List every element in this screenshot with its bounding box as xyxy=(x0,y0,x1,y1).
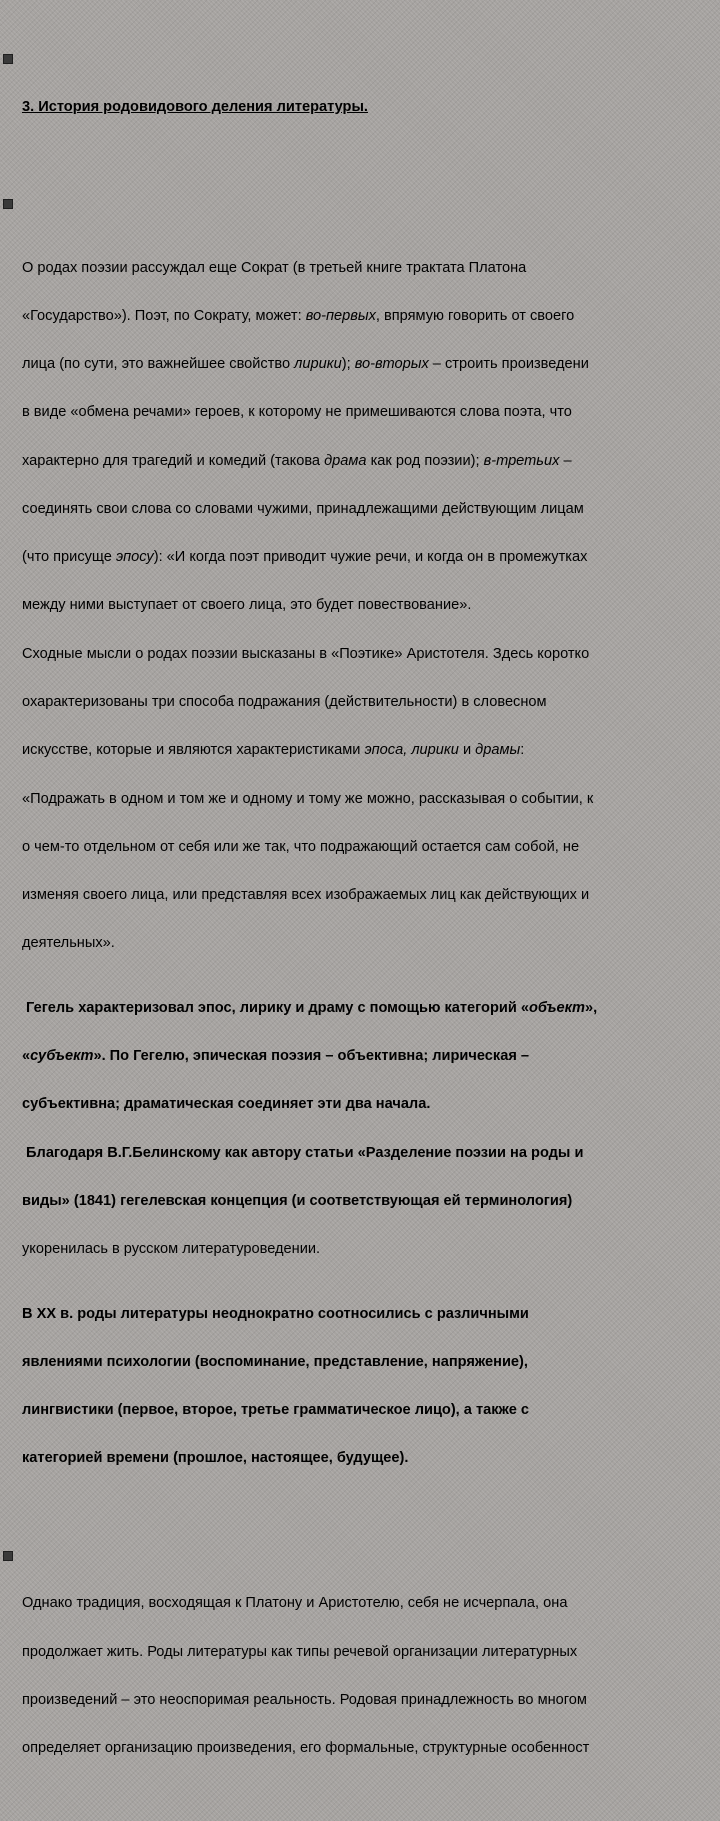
bullet-icon xyxy=(3,199,13,209)
text-line: (что присуще эпосу): «И когда поэт приводит чужие речи, и когда он в промежутках xyxy=(22,549,588,566)
text-line: Однако традиция, восходящая к Платону и Аристотелю, себя не исчерпала, она xyxy=(22,1595,568,1612)
text-line: деятельных». xyxy=(22,935,115,952)
text-line: субъективна; драматическая соединяет эти два начала. xyxy=(22,1096,431,1113)
text-line: о чем-то отдельном от себя или же так, что подражающий остается сам собой, не xyxy=(22,838,580,855)
text-line: охарактеризованы три способа подражания (действительности) в словесном xyxy=(22,694,547,711)
bullet-icon xyxy=(3,1551,13,1561)
text-line: лингвистики (первое, второе, третье грамматическое лицо), а также с xyxy=(22,1402,529,1419)
text-line: категорией времени (прошлое, настоящее, будущее). xyxy=(22,1450,409,1467)
text-line: Сходные мысли о родах поэзии высказаны в «Поэтике» Аристотеля. Здесь коротко xyxy=(22,645,590,662)
slide-title: 3. История родовидового деления литературы. xyxy=(22,98,368,115)
text-line: продолжает жить. Роды литературы как типы речевой организации литературных xyxy=(22,1643,578,1660)
text-line: между ними выступает от своего лица, это будет повествование». xyxy=(22,597,472,614)
text-line: лица (по сути, это важнейшее свойство лирики); во-вторых – строить произведени xyxy=(22,356,589,373)
final-paragraph xyxy=(0,1547,720,1788)
text-line: соединять свои слова со словами чужими, принадлежащими действующим лицам xyxy=(22,500,584,517)
text-line: В XX в. роды литературы неоднократно соотносились с различными xyxy=(22,1305,529,1322)
text-line: произведений – это неоспоримая реальность. Родовая принадлежность во многом xyxy=(22,1691,587,1708)
main-paragraph xyxy=(0,195,720,1499)
text-line: укоренилась в русском литературоведении. xyxy=(22,1241,321,1258)
text-line: О родах поэзии рассуждал еще Сократ (в третьей книге трактата Платона xyxy=(22,259,527,276)
text-line: искусстве, которые и являются характеристиками эпоса, лирики и драмы: xyxy=(22,742,525,759)
text-line: Благодаря В.Г.Белинскому как автору статьи «Разделение поэзии на роды и xyxy=(22,1144,584,1161)
text-line: явлениями психологии (воспоминание, представление, напряжение), xyxy=(22,1353,528,1370)
bullet-icon xyxy=(3,54,13,64)
text-line: Гегель характеризовал эпос, лирику и драму с помощью категорий «объект», xyxy=(22,999,602,1016)
text-line: «Подражать в одном и том же и одному и тому же можно, рассказывая о событии, к xyxy=(22,790,594,807)
text-line: «Государство»). Поэт, по Сократу, может: во-первых, впрямую говорить от своего xyxy=(22,307,575,324)
text-line: в виде «обмена речами» героев, к которому не примешиваются слова поэта, что xyxy=(22,404,572,421)
title-paragraph xyxy=(0,50,720,147)
text-line: изменяя своего лица, или представляя всех изображаемых лиц как действующих и xyxy=(22,887,590,904)
text-line: определяет организацию произведения, его формальные, структурные особенност xyxy=(22,1740,590,1757)
text-line: виды» (1841) гегелевская концепция (и соответствующая ей терминология) xyxy=(22,1192,573,1209)
text-line: характерно для трагедий и комедий (такова драма как род поэзии); в-третьих – xyxy=(22,452,572,469)
text-line: «субъект». По Гегелю, эпическая поэзия – объективна; лирическая – xyxy=(22,1048,530,1065)
